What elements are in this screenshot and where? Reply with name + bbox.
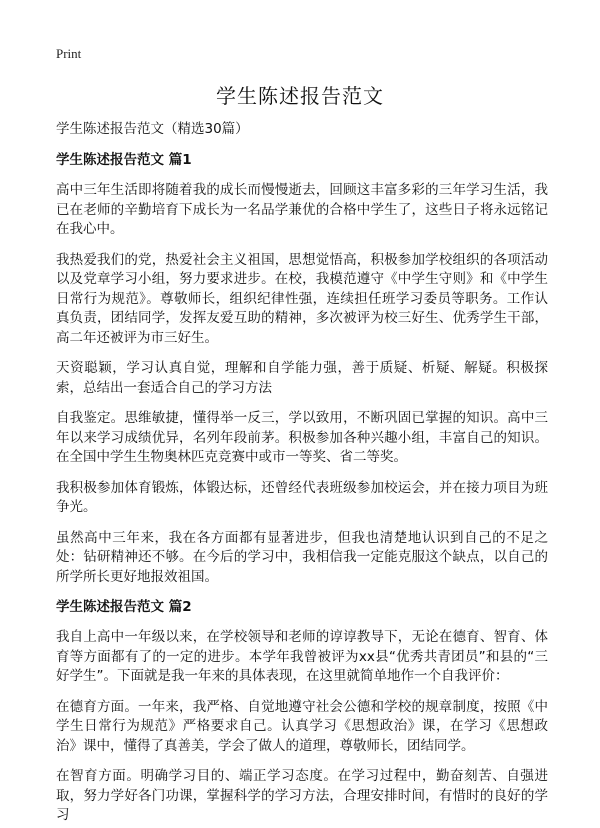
section-heading: 学生陈述报告范文 篇2 [56, 599, 192, 615]
section-1 [56, 151, 548, 587]
paragraph: 我热爱我们的党，热爱社会主义祖国，思想觉悟高，积极参加学校组织的各项活动以及党章学习小组，努力要求进步。在校，我模范遵守《中学生守则》和《中学生日常行为规范》。尊敬师长，组织纪律性强，连续担任班学习委员等职务。工作认真负责，团结同学，发挥友爱互助的精神，多次被评为校三好生、优秀学生干部，高二年还被评为市三好生。 [56, 251, 548, 346]
section-2 [56, 598, 548, 826]
paragraph: 在智育方面。明确学习目的、端正学习态度。在学习过程中，勤奋刻苦、自强进取，努力学好各门功课，掌握科学的学习方法，合理安排时间，有惜时的良好的学习 [56, 768, 548, 823]
paragraph: 高中三年生活即将随着我的成长而慢慢逝去，回顾这丰富多彩的三年学习生活，我已在老师的辛勤培育下成长为一名品学兼优的合格中学生了，这些日子将永远铭记在我心中。 [56, 182, 548, 237]
document-body [56, 120, 548, 828]
paragraph: 自我鉴定。思维敏捷，懂得举一反三，学以致用，不断巩固已掌握的知识。高中三年以来学习成绩优异，名列年段前茅。积极参加各种兴趣小组，丰富自己的知识。在全国中学生生物奥林匹克竞赛中或市一等奖、省二等奖。 [56, 410, 548, 465]
document-title: 学生陈述报告范文 [216, 84, 384, 108]
section-heading: 学生陈述报告范文 篇1 [56, 152, 192, 168]
paragraph: 我积极参加体育锻炼，体锻达标，还曾经代表班级参加校运会，并在接力项目为班争光。 [56, 479, 548, 515]
print-label: Print [56, 46, 82, 61]
document-subtitle: 学生陈述报告范文（精选30篇） [56, 121, 249, 137]
paragraph: 虽然高中三年来，我在各方面都有显著进步，但我也清楚地认识到自己的不足之处：钻研精神还不够。在今后的学习中，我相信我一定能克服这个缺点，以自己的所学所长更好地报效祖国。 [56, 529, 548, 585]
paragraph: 我自上高中一年级以来，在学校领导和老师的谆谆教导下，无论在德育、智育、体育等方面都有了的一定的进步。本学年我曾被评为xx县“优秀共青团员”和县的“三好学生”。下面就是我一年来的具体表现，在这里就简单地作一个自我评价： [56, 629, 548, 684]
paragraph: 在德育方面。一年来，我严格、自觉地遵守社会公德和学校的规章制度，按照《中学生日常行为规范》严格要求自己。认真学习《思想政治》课，在学习《思想政治》课中，懂得了真善美，学会了做人的道理，尊敬师长，团结同学。 [56, 698, 548, 754]
paragraph: 天资聪颖，学习认真自觉，理解和自学能力强，善于质疑、析疑、解疑。积极探索，总结出一套适合自己的学习方法 [56, 360, 548, 396]
